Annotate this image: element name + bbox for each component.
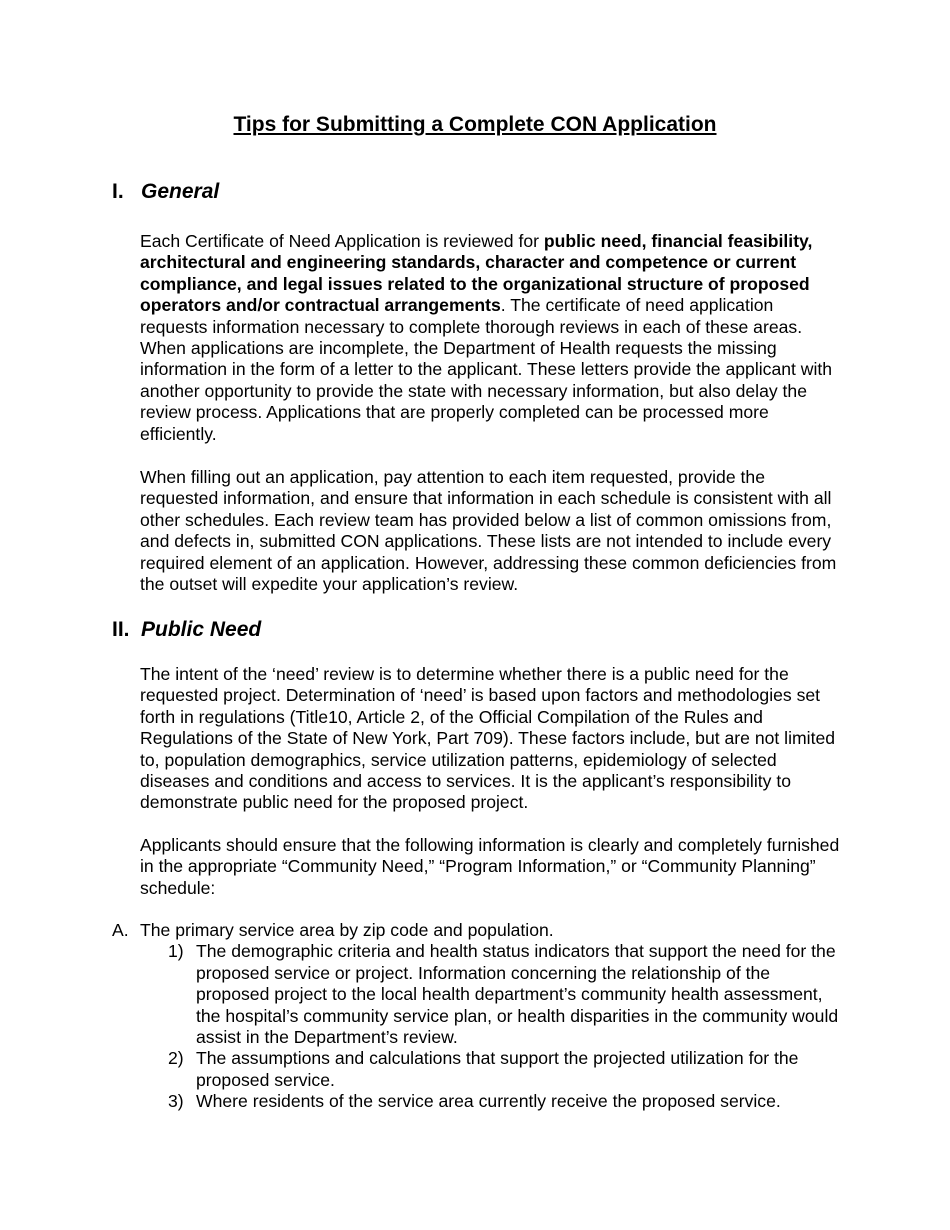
sub-list-number: 1)	[168, 941, 184, 962]
sub-list-number: 3)	[168, 1091, 184, 1112]
section-heading-public-need	[112, 616, 261, 644]
section-heading-general	[112, 178, 219, 206]
document-title: Tips for Submitting a Complete CON Application	[233, 113, 717, 136]
public-need-paragraph-1: The intent of the ‘need’ review is to determine whether there is a public need for the requested project. Determination of ‘need’ is based upon factors and methodologies set forth in regulations (Title10, Article 2, of the Official Compilation of the Rules and Regulations of the State of New York, Part 709). These factors include, but are not limited to, population demographics, service utilization patterns, epidemiology of selected diseases and conditions and access to services. It is the applicant’s responsibility to demonstrate public need for the proposed project.	[140, 664, 836, 813]
paragraph-lead: Each Certificate of Need Application is reviewed for	[140, 231, 544, 251]
section-number: I.	[112, 180, 124, 203]
list-text: The primary service area by zip code and population.	[140, 920, 554, 940]
sub-list-text: The assumptions and calculations that support the projected utilization for the proposed service.	[196, 1048, 799, 1090]
paragraph-bold-criteria: public need, financial feasibility, architectural and engineering standards, character and competence or current compliance, and legal issues related to the organizational structure of proposed operators and/or contractual arrangements	[140, 231, 813, 316]
public-need-paragraph-2: Applicants should ensure that the following information is clearly and completely furnished in the appropriate “Community Need,” “Program Information,” or “Community Planning” schedule:	[140, 835, 840, 898]
section-number: II.	[112, 618, 130, 641]
list-letter: A.	[112, 920, 129, 940]
sub-list-text: Where residents of the service area currently receive the proposed service.	[196, 1091, 781, 1112]
sub-list-text: The demographic criteria and health status indicators that support the need for the proposed service or project. Information concerning the relationship of the proposed project to the local health department’s community health assessment, the hospital’s community service plan, or health disparities in the community would assist in the Department’s review.	[196, 941, 839, 1048]
paragraph-rest: . The certificate of need application requests information necessary to complete thorough reviews in each of these areas. When applications are incomplete, the Department of Health requests the missing information in the form of a letter to the applicant. These letters provide the applicant with another opportunity to provide the state with necessary information, but also delay the review process. Applications that are properly completed can be processed more efficiently.	[140, 295, 833, 444]
section-title: General	[141, 180, 220, 203]
sub-list-number: 2)	[168, 1048, 184, 1069]
general-paragraph-1	[140, 231, 840, 445]
section-title: Public Need	[141, 618, 262, 641]
general-paragraph-2: When filling out an application, pay attention to each item requested, provide the requested information, and ensure that information in each schedule is consistent with all other schedules. Each review team has provided below a list of common omissions from, and defects in, submitted CON applications. These lists are not intended to include every required element of an application. However, addressing these common deficiencies from the outset will expedite your application’s review.	[140, 467, 837, 595]
